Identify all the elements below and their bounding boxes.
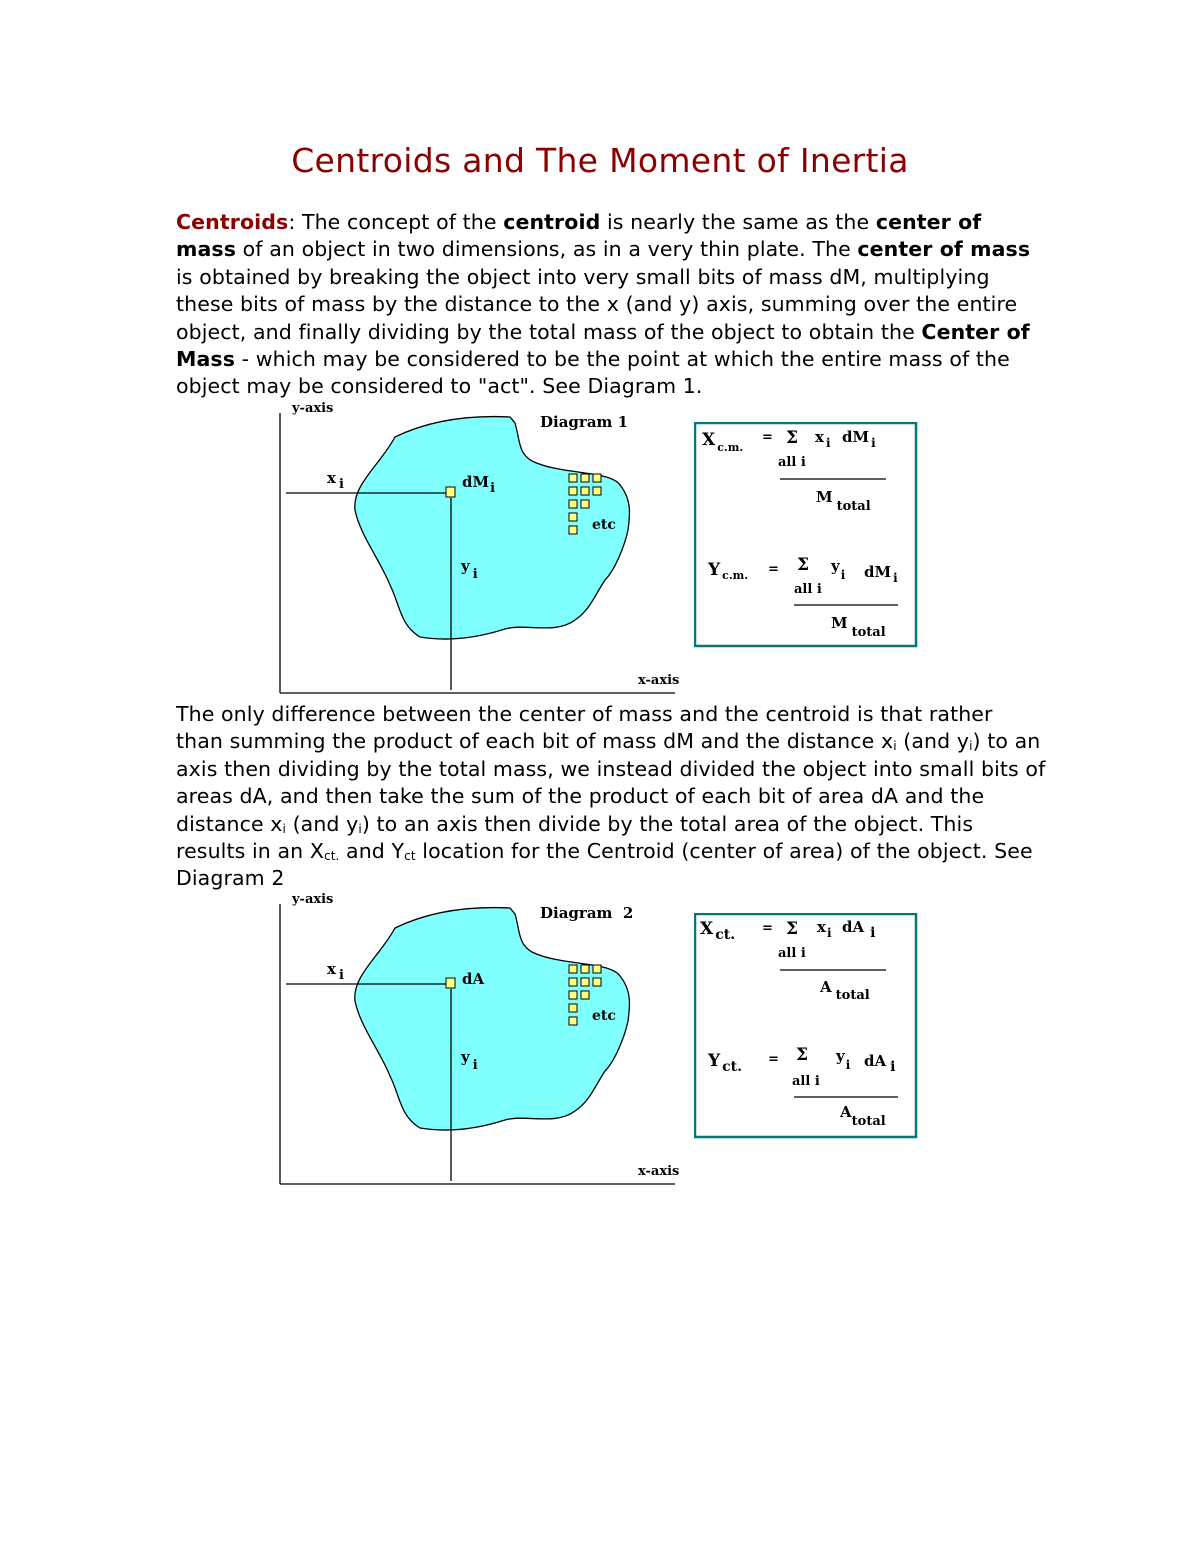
diagram-2-title: Diagram 2 [540, 904, 634, 922]
page-title: Centroids and The Moment of Inertia [291, 141, 909, 180]
all-i-label: all i [794, 582, 822, 597]
y-axis-label: y-axis [292, 401, 334, 416]
dm-label: dMi [462, 473, 496, 496]
xct-symbol: X $_{ct.}$ [700, 919, 736, 943]
xi-term: $x_i$ [817, 918, 832, 940]
subscript: i [358, 821, 362, 836]
x-axis-label: x-axis [638, 673, 680, 688]
subscript: ct. [324, 849, 340, 864]
term-centroid: centroid [503, 210, 601, 234]
text-run: - which may be considered to be the point at which the entire mass of the object may be considered to "act". See Diagram 1. [176, 347, 1010, 399]
all-i-label: all i [792, 1074, 820, 1089]
da-label: dA [462, 970, 485, 988]
a-total: A total [820, 978, 870, 1003]
text-run: ) to an axis then dividing by the total mass, we instead divided the object into small bits of areas dA, and then take the sum of the product of each bit of area dA and the distance x [176, 729, 1046, 836]
xi-label: x i [327, 960, 344, 983]
dm-term: dM $_i$ [842, 428, 876, 450]
subscript: ct [404, 849, 416, 864]
subscript: i [282, 821, 286, 836]
text-run: is obtained by breaking the object into very small bits of mass dM, multiplying these bits of mass by the distance to the x (and y) axis, summing over the entire object, and finally dividing by the total mass of the object to obtain the [176, 264, 1018, 344]
equals-sign: = [768, 562, 779, 577]
xcm-symbol: X $_{c.m.}$ [702, 430, 744, 454]
equals-sign: = [768, 1052, 779, 1067]
subscript: i [969, 739, 973, 754]
m-total: Mtotal [816, 488, 871, 514]
yi-term: $y_i$ [831, 557, 846, 582]
formula-box-1 [694, 422, 918, 648]
yi-label: y i [461, 557, 478, 582]
term-center-of-mass: Center of Mass [176, 319, 1030, 372]
da-term: dA i [864, 1052, 896, 1075]
text-run: is nearly the same as the [600, 210, 876, 234]
xi-label: x i [327, 469, 344, 492]
text-run: (and y [896, 729, 970, 754]
all-i-label: all i [778, 946, 806, 961]
equals-sign: = [762, 430, 773, 445]
area-element [446, 978, 455, 988]
sigma-symbol: Σ [786, 919, 799, 939]
a-total: Atotal [840, 1103, 886, 1129]
all-i-label: all i [778, 455, 806, 470]
x-axis-label: x-axis [638, 1164, 680, 1179]
ycm-symbol: Y $_{c.m.}$ [708, 560, 749, 582]
text-run: location for the Centroid (center of area) of the object. See Diagram 2 [176, 839, 1033, 891]
mass-element [446, 487, 455, 497]
etc-label: etc [592, 517, 616, 533]
term-center-of-mass: center of mass [857, 237, 1031, 262]
text-run: (and y [285, 811, 359, 836]
etc-label: etc [592, 1008, 616, 1024]
term-center-of-mass: center of mass [176, 210, 982, 262]
difference-paragraph [176, 701, 1046, 893]
dm-term: dM $_i$ [864, 563, 898, 585]
text-run: : The concept of the [288, 210, 504, 234]
xi-term: x $_i$ [815, 428, 831, 450]
text-run: The only difference between the center of mass and the centroid is that rather than summing the product of each bit of mass dM and the distance x [176, 702, 993, 754]
text-run: ) to an axis then divide by the total area of the object. This results in an X [176, 811, 974, 864]
subscript: i [893, 739, 897, 754]
object-blob [355, 908, 630, 1130]
yi-label: y i [461, 1048, 478, 1073]
text-run: and Y [339, 839, 405, 864]
m-total: Mtotal [831, 614, 886, 640]
diagram-1-title: Diagram 1 [540, 413, 629, 431]
da-term: dA i [842, 918, 876, 941]
centroids-paragraph [176, 209, 1046, 401]
formula-box-2 [694, 913, 918, 1139]
object-blob [355, 417, 630, 639]
sigma-symbol: Σ [797, 555, 810, 575]
equals-sign: = [762, 921, 773, 936]
text-run: of an object in two dimensions, as in a very thin plate. The [236, 237, 858, 262]
yi-term: $y_i$ [836, 1047, 851, 1072]
sigma-symbol: Σ [796, 1045, 809, 1065]
sigma-symbol: Σ [786, 428, 799, 448]
y-axis-label: y-axis [292, 892, 334, 907]
centroids-heading: Centroids [176, 210, 289, 234]
yct-symbol: Y $_{ct.}$ [708, 1051, 743, 1075]
